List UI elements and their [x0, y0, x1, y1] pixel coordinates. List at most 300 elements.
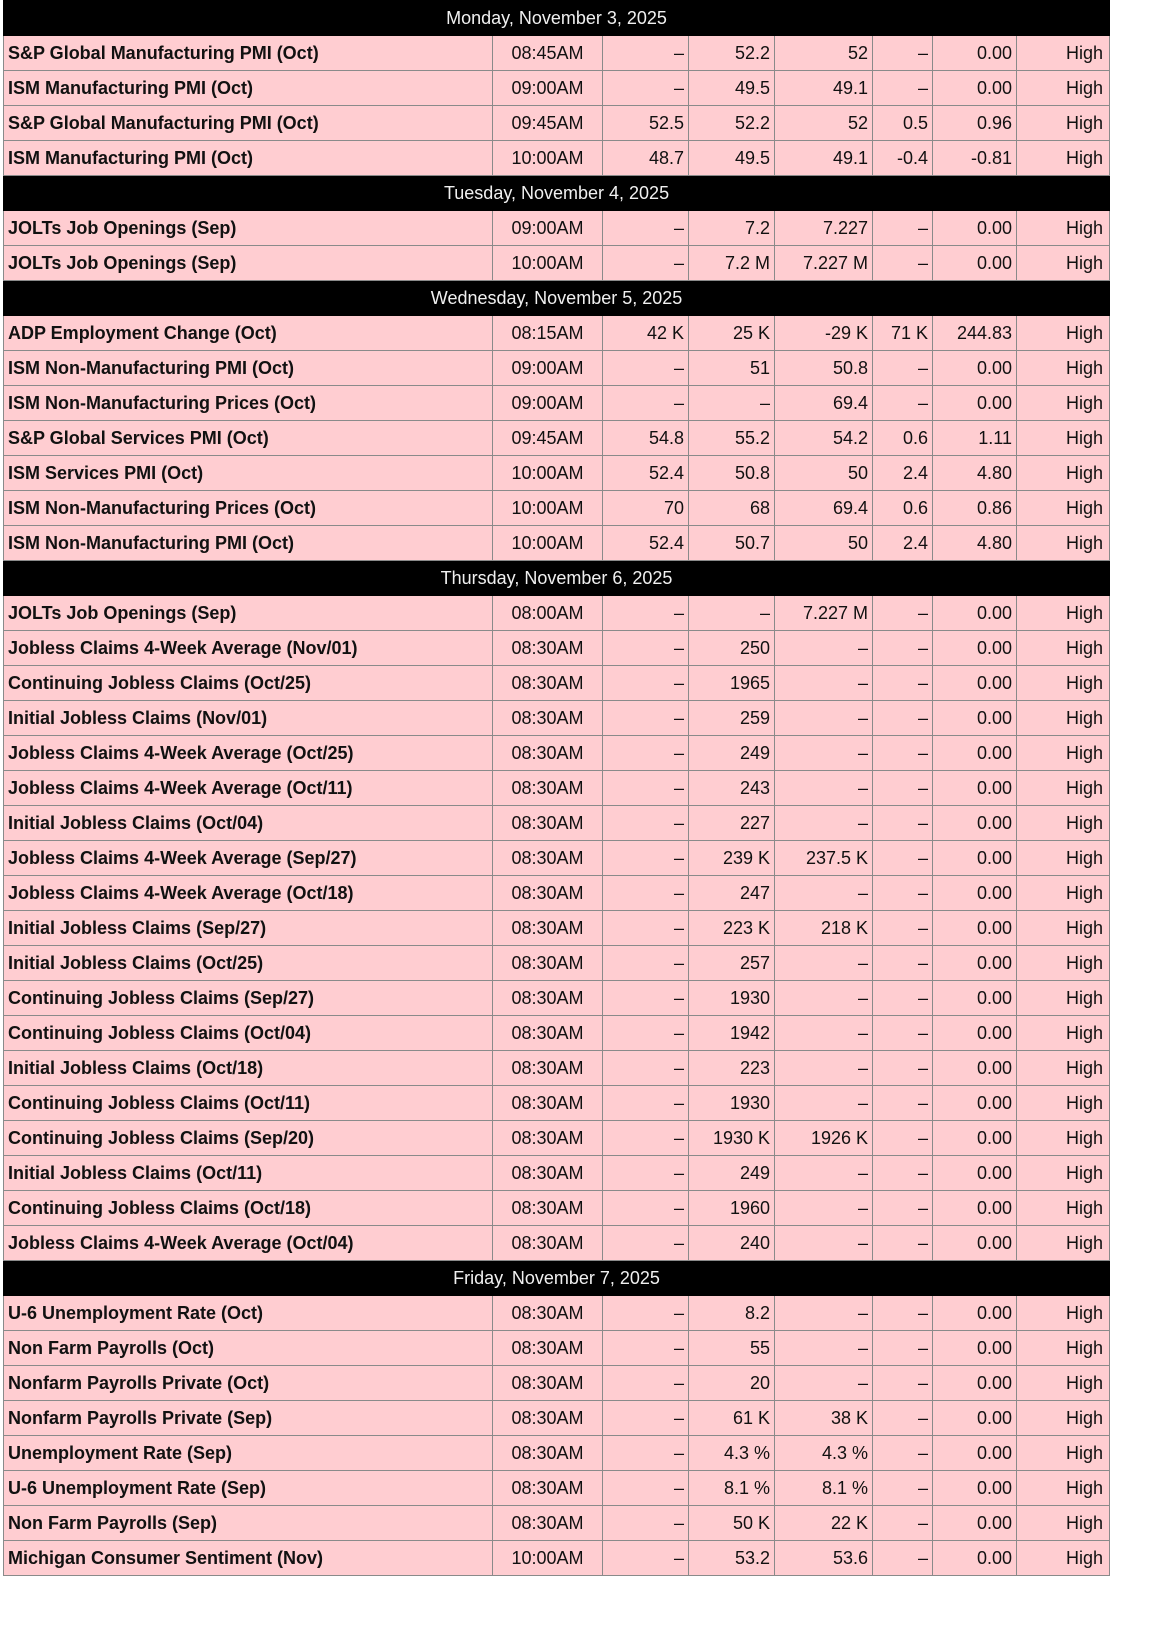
event-time: 09:45AM	[493, 106, 603, 141]
previous-value: 38 K	[775, 1401, 873, 1436]
table-row	[4, 1366, 1110, 1401]
table-row	[4, 1121, 1110, 1156]
actual-value: –	[603, 1191, 689, 1226]
forecast-value: 7.2 M	[689, 246, 775, 281]
change-value: 71 K	[873, 316, 933, 351]
change-value: 2.4	[873, 526, 933, 561]
event-time: 10:00AM	[493, 456, 603, 491]
day-header	[4, 281, 1110, 316]
actual-value: –	[603, 1401, 689, 1436]
importance: High	[1017, 106, 1110, 141]
change-percent: 0.00	[933, 596, 1017, 631]
event-time: 08:30AM	[493, 806, 603, 841]
table-row	[4, 771, 1110, 806]
previous-value: 54.2	[775, 421, 873, 456]
event-time: 08:30AM	[493, 701, 603, 736]
forecast-value: –	[689, 596, 775, 631]
table-row	[4, 141, 1110, 176]
event-name: S&P Global Services PMI (Oct)	[4, 421, 493, 456]
change-value: –	[873, 71, 933, 106]
actual-value: –	[603, 806, 689, 841]
event-name: ISM Non-Manufacturing Prices (Oct)	[4, 386, 493, 421]
actual-value: 54.8	[603, 421, 689, 456]
forecast-value: 239 K	[689, 841, 775, 876]
importance: High	[1017, 841, 1110, 876]
forecast-value: 61 K	[689, 1401, 775, 1436]
event-name: S&P Global Manufacturing PMI (Oct)	[4, 106, 493, 141]
event-name: Continuing Jobless Claims (Sep/20)	[4, 1121, 493, 1156]
event-name: Jobless Claims 4-Week Average (Sep/27)	[4, 841, 493, 876]
change-percent: 0.00	[933, 666, 1017, 701]
importance: High	[1017, 316, 1110, 351]
actual-value: –	[603, 1541, 689, 1576]
table-row	[4, 316, 1110, 351]
change-value: –	[873, 36, 933, 71]
table-row	[4, 876, 1110, 911]
importance: High	[1017, 771, 1110, 806]
change-value: –	[873, 806, 933, 841]
change-value: –	[873, 1191, 933, 1226]
change-value: –	[873, 211, 933, 246]
previous-value: –	[775, 876, 873, 911]
change-percent: 0.00	[933, 1191, 1017, 1226]
change-percent: 0.00	[933, 1541, 1017, 1576]
event-name: Unemployment Rate (Sep)	[4, 1436, 493, 1471]
forecast-value: 20	[689, 1366, 775, 1401]
importance: High	[1017, 1156, 1110, 1191]
change-percent: -0.81	[933, 141, 1017, 176]
forecast-value: 53.2	[689, 1541, 775, 1576]
change-value: –	[873, 771, 933, 806]
change-percent: 0.00	[933, 1086, 1017, 1121]
calendar-table	[3, 0, 1110, 1576]
event-name: Initial Jobless Claims (Nov/01)	[4, 701, 493, 736]
table-row	[4, 1471, 1110, 1506]
previous-value: –	[775, 1191, 873, 1226]
previous-value: 218 K	[775, 911, 873, 946]
change-percent: 0.00	[933, 1121, 1017, 1156]
change-value: –	[873, 351, 933, 386]
importance: High	[1017, 386, 1110, 421]
event-time: 09:00AM	[493, 71, 603, 106]
change-value: –	[873, 876, 933, 911]
actual-value: –	[603, 1506, 689, 1541]
change-percent: 0.00	[933, 1156, 1017, 1191]
previous-value: 50	[775, 456, 873, 491]
change-percent: 0.00	[933, 211, 1017, 246]
table-row	[4, 211, 1110, 246]
previous-value: 1926 K	[775, 1121, 873, 1156]
event-time: 08:30AM	[493, 1436, 603, 1471]
event-name: Michigan Consumer Sentiment (Nov)	[4, 1541, 493, 1576]
actual-value: 70	[603, 491, 689, 526]
change-value: –	[873, 666, 933, 701]
previous-value: –	[775, 1331, 873, 1366]
importance: High	[1017, 1226, 1110, 1261]
day-header	[4, 176, 1110, 211]
previous-value: 4.3 %	[775, 1436, 873, 1471]
event-time: 08:30AM	[493, 1156, 603, 1191]
change-percent: 0.00	[933, 981, 1017, 1016]
event-time: 08:30AM	[493, 631, 603, 666]
change-percent: 0.00	[933, 1016, 1017, 1051]
actual-value: –	[603, 1331, 689, 1366]
event-name: ISM Non-Manufacturing PMI (Oct)	[4, 351, 493, 386]
event-name: Continuing Jobless Claims (Sep/27)	[4, 981, 493, 1016]
forecast-value: 243	[689, 771, 775, 806]
event-name: JOLTs Job Openings (Sep)	[4, 211, 493, 246]
table-row	[4, 1401, 1110, 1436]
event-time: 10:00AM	[493, 246, 603, 281]
forecast-value: 51	[689, 351, 775, 386]
change-value: –	[873, 1541, 933, 1576]
forecast-value: 50.8	[689, 456, 775, 491]
previous-value: –	[775, 1156, 873, 1191]
change-value: –	[873, 1016, 933, 1051]
event-time: 08:30AM	[493, 911, 603, 946]
event-name: Initial Jobless Claims (Oct/11)	[4, 1156, 493, 1191]
actual-value: –	[603, 1226, 689, 1261]
event-time: 08:30AM	[493, 841, 603, 876]
importance: High	[1017, 456, 1110, 491]
forecast-value: 249	[689, 1156, 775, 1191]
actual-value: –	[603, 211, 689, 246]
forecast-value: –	[689, 386, 775, 421]
change-value: –	[873, 701, 933, 736]
actual-value: –	[603, 666, 689, 701]
importance: High	[1017, 1086, 1110, 1121]
forecast-value: 227	[689, 806, 775, 841]
change-value: 0.6	[873, 491, 933, 526]
day-header	[4, 1, 1110, 36]
change-percent: 0.00	[933, 911, 1017, 946]
importance: High	[1017, 1471, 1110, 1506]
importance: High	[1017, 526, 1110, 561]
change-percent: 244.83	[933, 316, 1017, 351]
change-percent: 0.00	[933, 351, 1017, 386]
table-row	[4, 1051, 1110, 1086]
previous-value: –	[775, 631, 873, 666]
forecast-value: 1942	[689, 1016, 775, 1051]
importance: High	[1017, 491, 1110, 526]
importance: High	[1017, 1366, 1110, 1401]
table-row	[4, 736, 1110, 771]
event-time: 08:30AM	[493, 876, 603, 911]
table-row	[4, 246, 1110, 281]
event-name: Non Farm Payrolls (Sep)	[4, 1506, 493, 1541]
forecast-value: 7.2	[689, 211, 775, 246]
event-name: ISM Services PMI (Oct)	[4, 456, 493, 491]
event-name: U-6 Unemployment Rate (Sep)	[4, 1471, 493, 1506]
previous-value: –	[775, 771, 873, 806]
importance: High	[1017, 736, 1110, 771]
event-time: 08:30AM	[493, 1016, 603, 1051]
change-value: –	[873, 246, 933, 281]
change-value: –	[873, 1156, 933, 1191]
table-row	[4, 1226, 1110, 1261]
table-row	[4, 421, 1110, 456]
importance: High	[1017, 1121, 1110, 1156]
actual-value: –	[603, 1016, 689, 1051]
table-row	[4, 351, 1110, 386]
actual-value: –	[603, 1471, 689, 1506]
change-percent: 0.00	[933, 771, 1017, 806]
previous-value: –	[775, 1226, 873, 1261]
table-row	[4, 1016, 1110, 1051]
event-name: Jobless Claims 4-Week Average (Oct/04)	[4, 1226, 493, 1261]
change-percent: 0.96	[933, 106, 1017, 141]
actual-value: 52.4	[603, 526, 689, 561]
importance: High	[1017, 1051, 1110, 1086]
previous-value: 50.8	[775, 351, 873, 386]
actual-value: –	[603, 1121, 689, 1156]
change-value: -0.4	[873, 141, 933, 176]
change-percent: 4.80	[933, 456, 1017, 491]
event-time: 09:45AM	[493, 421, 603, 456]
change-value: –	[873, 1296, 933, 1331]
previous-value: –	[775, 1366, 873, 1401]
previous-value: –	[775, 946, 873, 981]
event-name: Jobless Claims 4-Week Average (Oct/11)	[4, 771, 493, 806]
change-percent: 0.00	[933, 701, 1017, 736]
change-percent: 0.00	[933, 1471, 1017, 1506]
change-percent: 0.00	[933, 876, 1017, 911]
importance: High	[1017, 946, 1110, 981]
actual-value: –	[603, 386, 689, 421]
change-value: –	[873, 911, 933, 946]
change-percent: 0.00	[933, 736, 1017, 771]
actual-value: –	[603, 71, 689, 106]
event-name: Nonfarm Payrolls Private (Oct)	[4, 1366, 493, 1401]
importance: High	[1017, 351, 1110, 386]
change-value: –	[873, 1331, 933, 1366]
event-time: 08:30AM	[493, 946, 603, 981]
change-value: –	[873, 981, 933, 1016]
event-name: JOLTs Job Openings (Sep)	[4, 246, 493, 281]
actual-value: –	[603, 1086, 689, 1121]
event-time: 08:45AM	[493, 36, 603, 71]
actual-value: –	[603, 981, 689, 1016]
event-time: 10:00AM	[493, 1541, 603, 1576]
change-value: –	[873, 1226, 933, 1261]
change-value: –	[873, 1506, 933, 1541]
forecast-value: 1930	[689, 1086, 775, 1121]
event-time: 08:30AM	[493, 1506, 603, 1541]
change-percent: 0.00	[933, 631, 1017, 666]
actual-value: 52.4	[603, 456, 689, 491]
change-value: –	[873, 1086, 933, 1121]
forecast-value: 49.5	[689, 71, 775, 106]
change-percent: 0.00	[933, 1506, 1017, 1541]
previous-value: –	[775, 1296, 873, 1331]
actual-value: –	[603, 736, 689, 771]
forecast-value: 1930 K	[689, 1121, 775, 1156]
importance: High	[1017, 36, 1110, 71]
change-percent: 0.00	[933, 806, 1017, 841]
table-row	[4, 1436, 1110, 1471]
event-name: Nonfarm Payrolls Private (Sep)	[4, 1401, 493, 1436]
previous-value: –	[775, 1051, 873, 1086]
table-row	[4, 1541, 1110, 1576]
event-name: Continuing Jobless Claims (Oct/11)	[4, 1086, 493, 1121]
importance: High	[1017, 876, 1110, 911]
previous-value: –	[775, 1086, 873, 1121]
previous-value: –	[775, 666, 873, 701]
day-header-label: Friday, November 7, 2025	[4, 1261, 1110, 1296]
actual-value: 42 K	[603, 316, 689, 351]
change-percent: 0.00	[933, 1296, 1017, 1331]
change-value: –	[873, 1471, 933, 1506]
event-time: 10:00AM	[493, 141, 603, 176]
change-percent: 0.00	[933, 1331, 1017, 1366]
previous-value: 237.5 K	[775, 841, 873, 876]
change-percent: 0.00	[933, 1226, 1017, 1261]
actual-value: –	[603, 631, 689, 666]
previous-value: 53.6	[775, 1541, 873, 1576]
table-row	[4, 386, 1110, 421]
forecast-value: 247	[689, 876, 775, 911]
table-row	[4, 456, 1110, 491]
event-time: 08:30AM	[493, 981, 603, 1016]
day-header-label: Wednesday, November 5, 2025	[4, 281, 1110, 316]
day-header-label: Monday, November 3, 2025	[4, 1, 1110, 36]
change-percent: 0.00	[933, 386, 1017, 421]
forecast-value: 257	[689, 946, 775, 981]
forecast-value: 223	[689, 1051, 775, 1086]
table-row	[4, 841, 1110, 876]
event-time: 08:30AM	[493, 1471, 603, 1506]
table-row	[4, 1296, 1110, 1331]
importance: High	[1017, 1401, 1110, 1436]
event-name: Continuing Jobless Claims (Oct/04)	[4, 1016, 493, 1051]
actual-value: 48.7	[603, 141, 689, 176]
previous-value: –	[775, 1016, 873, 1051]
change-percent: 0.00	[933, 36, 1017, 71]
event-time: 09:00AM	[493, 386, 603, 421]
table-row	[4, 1156, 1110, 1191]
forecast-value: 52.2	[689, 36, 775, 71]
change-percent: 0.00	[933, 246, 1017, 281]
event-time: 09:00AM	[493, 211, 603, 246]
actual-value: –	[603, 1436, 689, 1471]
forecast-value: 1960	[689, 1191, 775, 1226]
previous-value: 50	[775, 526, 873, 561]
change-percent: 0.00	[933, 946, 1017, 981]
change-percent: 0.00	[933, 1366, 1017, 1401]
importance: High	[1017, 596, 1110, 631]
change-value: –	[873, 596, 933, 631]
event-name: ISM Manufacturing PMI (Oct)	[4, 141, 493, 176]
actual-value: –	[603, 701, 689, 736]
change-value: –	[873, 946, 933, 981]
event-time: 08:30AM	[493, 1366, 603, 1401]
event-name: ADP Employment Change (Oct)	[4, 316, 493, 351]
change-value: 0.5	[873, 106, 933, 141]
actual-value: –	[603, 1366, 689, 1401]
change-value: –	[873, 1051, 933, 1086]
forecast-value: 55.2	[689, 421, 775, 456]
event-time: 08:00AM	[493, 596, 603, 631]
event-name: Non Farm Payrolls (Oct)	[4, 1331, 493, 1366]
event-name: Initial Jobless Claims (Sep/27)	[4, 911, 493, 946]
importance: High	[1017, 666, 1110, 701]
event-name: JOLTs Job Openings (Sep)	[4, 596, 493, 631]
change-value: –	[873, 841, 933, 876]
change-value: –	[873, 1366, 933, 1401]
change-percent: 0.86	[933, 491, 1017, 526]
actual-value: –	[603, 351, 689, 386]
previous-value: 7.227	[775, 211, 873, 246]
event-time: 10:00AM	[493, 526, 603, 561]
event-time: 08:30AM	[493, 1401, 603, 1436]
table-row	[4, 491, 1110, 526]
change-value: –	[873, 1121, 933, 1156]
event-name: ISM Non-Manufacturing Prices (Oct)	[4, 491, 493, 526]
previous-value: 52	[775, 106, 873, 141]
forecast-value: 240	[689, 1226, 775, 1261]
actual-value: –	[603, 1296, 689, 1331]
event-name: Continuing Jobless Claims (Oct/25)	[4, 666, 493, 701]
event-name: Initial Jobless Claims (Oct/18)	[4, 1051, 493, 1086]
actual-value: 52.5	[603, 106, 689, 141]
previous-value: 7.227 M	[775, 596, 873, 631]
previous-value: –	[775, 736, 873, 771]
event-name: Jobless Claims 4-Week Average (Oct/18)	[4, 876, 493, 911]
change-value: –	[873, 1401, 933, 1436]
forecast-value: 55	[689, 1331, 775, 1366]
day-header-label: Tuesday, November 4, 2025	[4, 176, 1110, 211]
importance: High	[1017, 141, 1110, 176]
event-name: S&P Global Manufacturing PMI (Oct)	[4, 36, 493, 71]
event-name: ISM Non-Manufacturing PMI (Oct)	[4, 526, 493, 561]
importance: High	[1017, 981, 1110, 1016]
actual-value: –	[603, 246, 689, 281]
change-percent: 1.11	[933, 421, 1017, 456]
actual-value: –	[603, 36, 689, 71]
change-value: –	[873, 631, 933, 666]
actual-value: –	[603, 876, 689, 911]
forecast-value: 50.7	[689, 526, 775, 561]
event-time: 10:00AM	[493, 491, 603, 526]
table-row	[4, 911, 1110, 946]
forecast-value: 8.2	[689, 1296, 775, 1331]
importance: High	[1017, 1541, 1110, 1576]
forecast-value: 25 K	[689, 316, 775, 351]
table-row	[4, 71, 1110, 106]
day-header	[4, 1261, 1110, 1296]
forecast-value: 4.3 %	[689, 1436, 775, 1471]
event-name: U-6 Unemployment Rate (Oct)	[4, 1296, 493, 1331]
forecast-value: 68	[689, 491, 775, 526]
change-value: –	[873, 1436, 933, 1471]
table-row	[4, 666, 1110, 701]
table-row	[4, 1506, 1110, 1541]
actual-value: –	[603, 1156, 689, 1191]
forecast-value: 52.2	[689, 106, 775, 141]
previous-value: 22 K	[775, 1506, 873, 1541]
event-name: Continuing Jobless Claims (Oct/18)	[4, 1191, 493, 1226]
actual-value: –	[603, 771, 689, 806]
importance: High	[1017, 1506, 1110, 1541]
event-name: ISM Manufacturing PMI (Oct)	[4, 71, 493, 106]
actual-value: –	[603, 841, 689, 876]
change-value: –	[873, 736, 933, 771]
previous-value: –	[775, 981, 873, 1016]
importance: High	[1017, 911, 1110, 946]
table-row	[4, 36, 1110, 71]
importance: High	[1017, 1296, 1110, 1331]
event-time: 08:30AM	[493, 1121, 603, 1156]
